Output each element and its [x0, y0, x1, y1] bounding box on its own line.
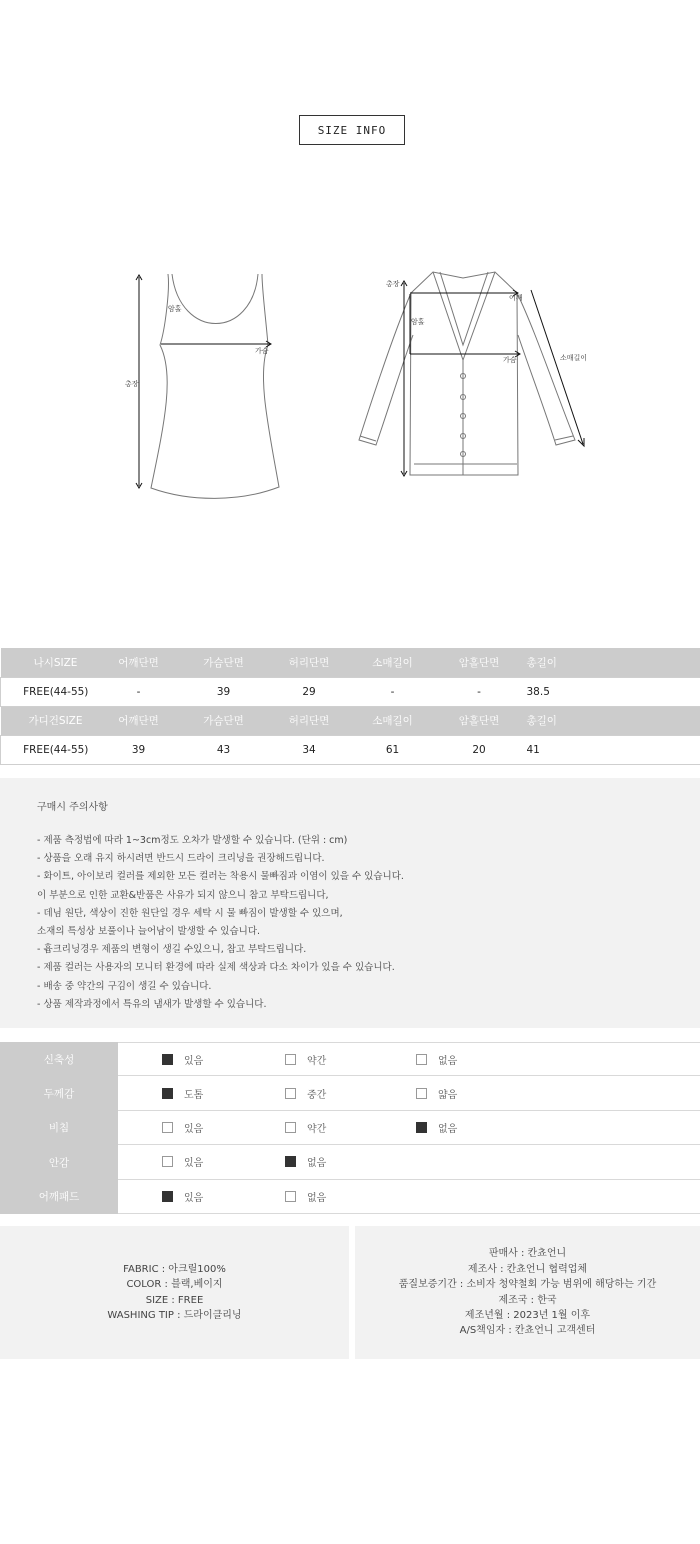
- attr-row-lining: [0, 1145, 700, 1179]
- option-label: 도톰: [184, 1089, 204, 1101]
- attr-option: [162, 1076, 203, 1109]
- notice-line: - 배송 중 약간의 구김이 생길 수 있습니다.: [37, 980, 212, 992]
- seller-info-line: 판매사 : 칸쵸언니: [488, 1248, 567, 1260]
- table-header-cell: 나시SIZE: [1, 648, 111, 677]
- option-label: 없음: [307, 1158, 327, 1170]
- attr-option: [285, 1043, 326, 1075]
- table-cell: 29: [281, 677, 338, 706]
- notice-line: - 화이트, 아이보리 컬러를 제외한 모든 컬러는 착용시 물빠짐과 이염이 있을 수 있습니다.: [37, 871, 404, 883]
- checkbox-icon: [416, 1054, 427, 1065]
- option-label: 약간: [307, 1055, 327, 1067]
- attr-option: [416, 1076, 457, 1109]
- table-header-cell: 가슴단면: [167, 706, 281, 735]
- checkbox-checked-icon: [285, 1156, 296, 1167]
- table-header-tank: [1, 648, 700, 677]
- attr-option: [162, 1180, 203, 1213]
- seller-info-panel: [355, 1226, 700, 1359]
- fabric-info-line: COLOR : 블랙,베이지: [126, 1279, 223, 1291]
- checkbox-icon: [285, 1054, 296, 1065]
- seller-info-line: A/S책임자 : 칸쵸언니 고객센터: [459, 1325, 596, 1337]
- notice-line: - 상품을 오래 유지 하시려면 반드시 드라이 크리닝을 권장해드립니다.: [37, 853, 325, 865]
- fabric-info-line: FABRIC : 아크릴100%: [123, 1263, 226, 1275]
- attr-label: 두께감: [0, 1076, 118, 1110]
- attr-row-sheerness: [0, 1111, 700, 1145]
- cardigan-chest-label: 가슴: [503, 356, 517, 364]
- table-cell: FREE(44-55): [1, 677, 111, 706]
- table-cell: 43: [167, 735, 281, 764]
- notice-line: - 상품 제작과정에서 특유의 냄새가 발생할 수 있습니다.: [37, 998, 267, 1010]
- cardigan-length-label: 총장: [386, 280, 400, 288]
- table-header-cell: 어깨단면: [111, 706, 167, 735]
- fabric-info-line: WASHING TIP : 드라이클리닝: [107, 1309, 242, 1321]
- attr-options: [118, 1076, 700, 1110]
- notice-line: - 데님 원단, 색상이 진한 원단일 경우 세탁 시 물 빠짐이 발생할 수 있으며,: [37, 907, 343, 919]
- checkbox-checked-icon: [162, 1191, 173, 1202]
- table-cell: 41: [511, 735, 700, 764]
- attr-label: 신축성: [0, 1042, 118, 1076]
- table-cell: 20: [448, 735, 511, 764]
- checkbox-checked-icon: [162, 1088, 173, 1099]
- attr-option: [285, 1111, 326, 1144]
- attr-row-thickness: [0, 1076, 700, 1110]
- attribute-grid: [0, 1042, 700, 1214]
- seller-info-line: 제조년월 : 2023년 1월 이후: [464, 1309, 591, 1321]
- table-header-cell: 허리단면: [281, 648, 338, 677]
- option-label: 있음: [184, 1192, 204, 1204]
- tank-armhole-label: 암홀: [168, 305, 182, 313]
- table-header-cell: 허리단면: [281, 706, 338, 735]
- table-header-cell: 가디건SIZE: [1, 706, 111, 735]
- table-cell: 61: [338, 735, 448, 764]
- table-header-cell: 총길이: [511, 706, 700, 735]
- option-label: 약간: [307, 1123, 327, 1135]
- attr-label: 비침: [0, 1111, 118, 1145]
- table-header-cell: 총길이: [511, 648, 700, 677]
- table-cell: -: [338, 677, 448, 706]
- attr-label: 어깨패드: [0, 1180, 118, 1214]
- attr-options: [118, 1180, 700, 1214]
- attr-row-stretch: [0, 1042, 700, 1076]
- attr-option: [285, 1180, 326, 1213]
- notice-title: 구매시 주의사항: [37, 802, 108, 813]
- option-label: 얇음: [438, 1089, 458, 1101]
- attr-option: [162, 1145, 203, 1178]
- attr-row-shoulder-pad: [0, 1180, 700, 1214]
- table-header-cell: 암홀단면: [448, 706, 511, 735]
- table-header-cell: 소매길이: [338, 706, 448, 735]
- table-row-tank: [1, 677, 700, 706]
- option-label: 없음: [307, 1192, 327, 1204]
- notice-line: - 제품 측정법에 따라 1~3cm정도 오차가 발생할 수 있습니다. (단위 : cm): [37, 835, 348, 846]
- tank-top-measure-lines: [136, 275, 271, 488]
- attr-label: 안감: [0, 1145, 118, 1179]
- option-label: 있음: [184, 1158, 204, 1170]
- notice-line: - 흄크리닝경우 제품의 변형이 생길 수있으니, 참고 부탁드립니다.: [37, 944, 307, 956]
- table-cell: FREE(44-55): [1, 735, 111, 764]
- attr-option: [285, 1145, 326, 1178]
- seller-info-line: 품질보증기간 : 소비자 청약철회 가능 범위에 해당하는 기간: [398, 1279, 657, 1291]
- attr-option: [162, 1043, 203, 1075]
- table-cell: 38.5: [511, 677, 700, 706]
- checkbox-icon: [162, 1122, 173, 1133]
- table-cell: 34: [281, 735, 338, 764]
- table-header-cell: 소매길이: [338, 648, 448, 677]
- garment-illustration: [0, 250, 700, 520]
- option-label: 있음: [184, 1055, 204, 1067]
- attr-option: [416, 1111, 457, 1144]
- attr-options: [118, 1145, 700, 1179]
- checkbox-icon: [285, 1088, 296, 1099]
- table-cell: 39: [167, 677, 281, 706]
- option-label: 있음: [184, 1123, 204, 1135]
- seller-info-line: 제조사 : 칸쵸언니 협력업체: [467, 1263, 588, 1275]
- table-row-cardigan: [1, 735, 700, 764]
- notice-line: 소재의 특성상 보풀이나 늘어남이 발생할 수 있습니다.: [37, 926, 261, 938]
- attr-options: [118, 1042, 700, 1076]
- cardigan-shoulder-label: 어깨: [509, 294, 523, 302]
- table-header-cell: 암홀단면: [448, 648, 511, 677]
- checkbox-icon: [285, 1191, 296, 1202]
- fabric-info-line: SIZE : FREE: [145, 1294, 204, 1306]
- tank-length-label: 총장: [125, 380, 139, 388]
- cardigan-measure-lines: [401, 281, 584, 476]
- checkbox-icon: [285, 1122, 296, 1133]
- cardigan-illustration: [359, 272, 575, 475]
- attr-options: [118, 1111, 700, 1145]
- attr-option: [162, 1111, 203, 1144]
- option-label: 중간: [307, 1089, 327, 1101]
- table-cell: -: [111, 677, 167, 706]
- attr-option: [416, 1043, 457, 1075]
- checkbox-checked-icon: [162, 1054, 173, 1065]
- option-label: 없음: [438, 1123, 458, 1135]
- checkbox-icon: [416, 1088, 427, 1099]
- seller-info-line: 제조국 : 한국: [498, 1294, 557, 1306]
- cardigan-sleeve-label: 소매길이: [560, 354, 588, 362]
- checkbox-icon: [162, 1156, 173, 1167]
- notice-line: 이 부분으로 인한 교환&반품은 사유가 되지 않으니 참고 부탁드립니다,: [37, 889, 329, 901]
- table-header-cell: 가슴단면: [167, 648, 281, 677]
- table-cell: -: [448, 677, 511, 706]
- cardigan-armhole-label: 암홀: [411, 318, 425, 326]
- table-header-cardigan: [1, 706, 700, 735]
- option-label: 없음: [438, 1055, 458, 1067]
- checkbox-checked-icon: [416, 1122, 427, 1133]
- table-cell: 39: [111, 735, 167, 764]
- attr-option: [285, 1076, 326, 1109]
- table-header-cell: 어깨단면: [111, 648, 167, 677]
- purchase-notice: [0, 778, 700, 1028]
- notice-line: - 제품 컬러는 사용자의 모니터 환경에 따라 실제 색상과 다소 차이가 있을 수 있습니다.: [37, 962, 395, 974]
- size-info-title: SIZE INFO: [299, 115, 405, 145]
- garment-diagram: [0, 250, 700, 520]
- tank-chest-label: 가슴: [255, 347, 269, 355]
- fabric-info-panel: [0, 1226, 349, 1359]
- size-table: [0, 648, 700, 765]
